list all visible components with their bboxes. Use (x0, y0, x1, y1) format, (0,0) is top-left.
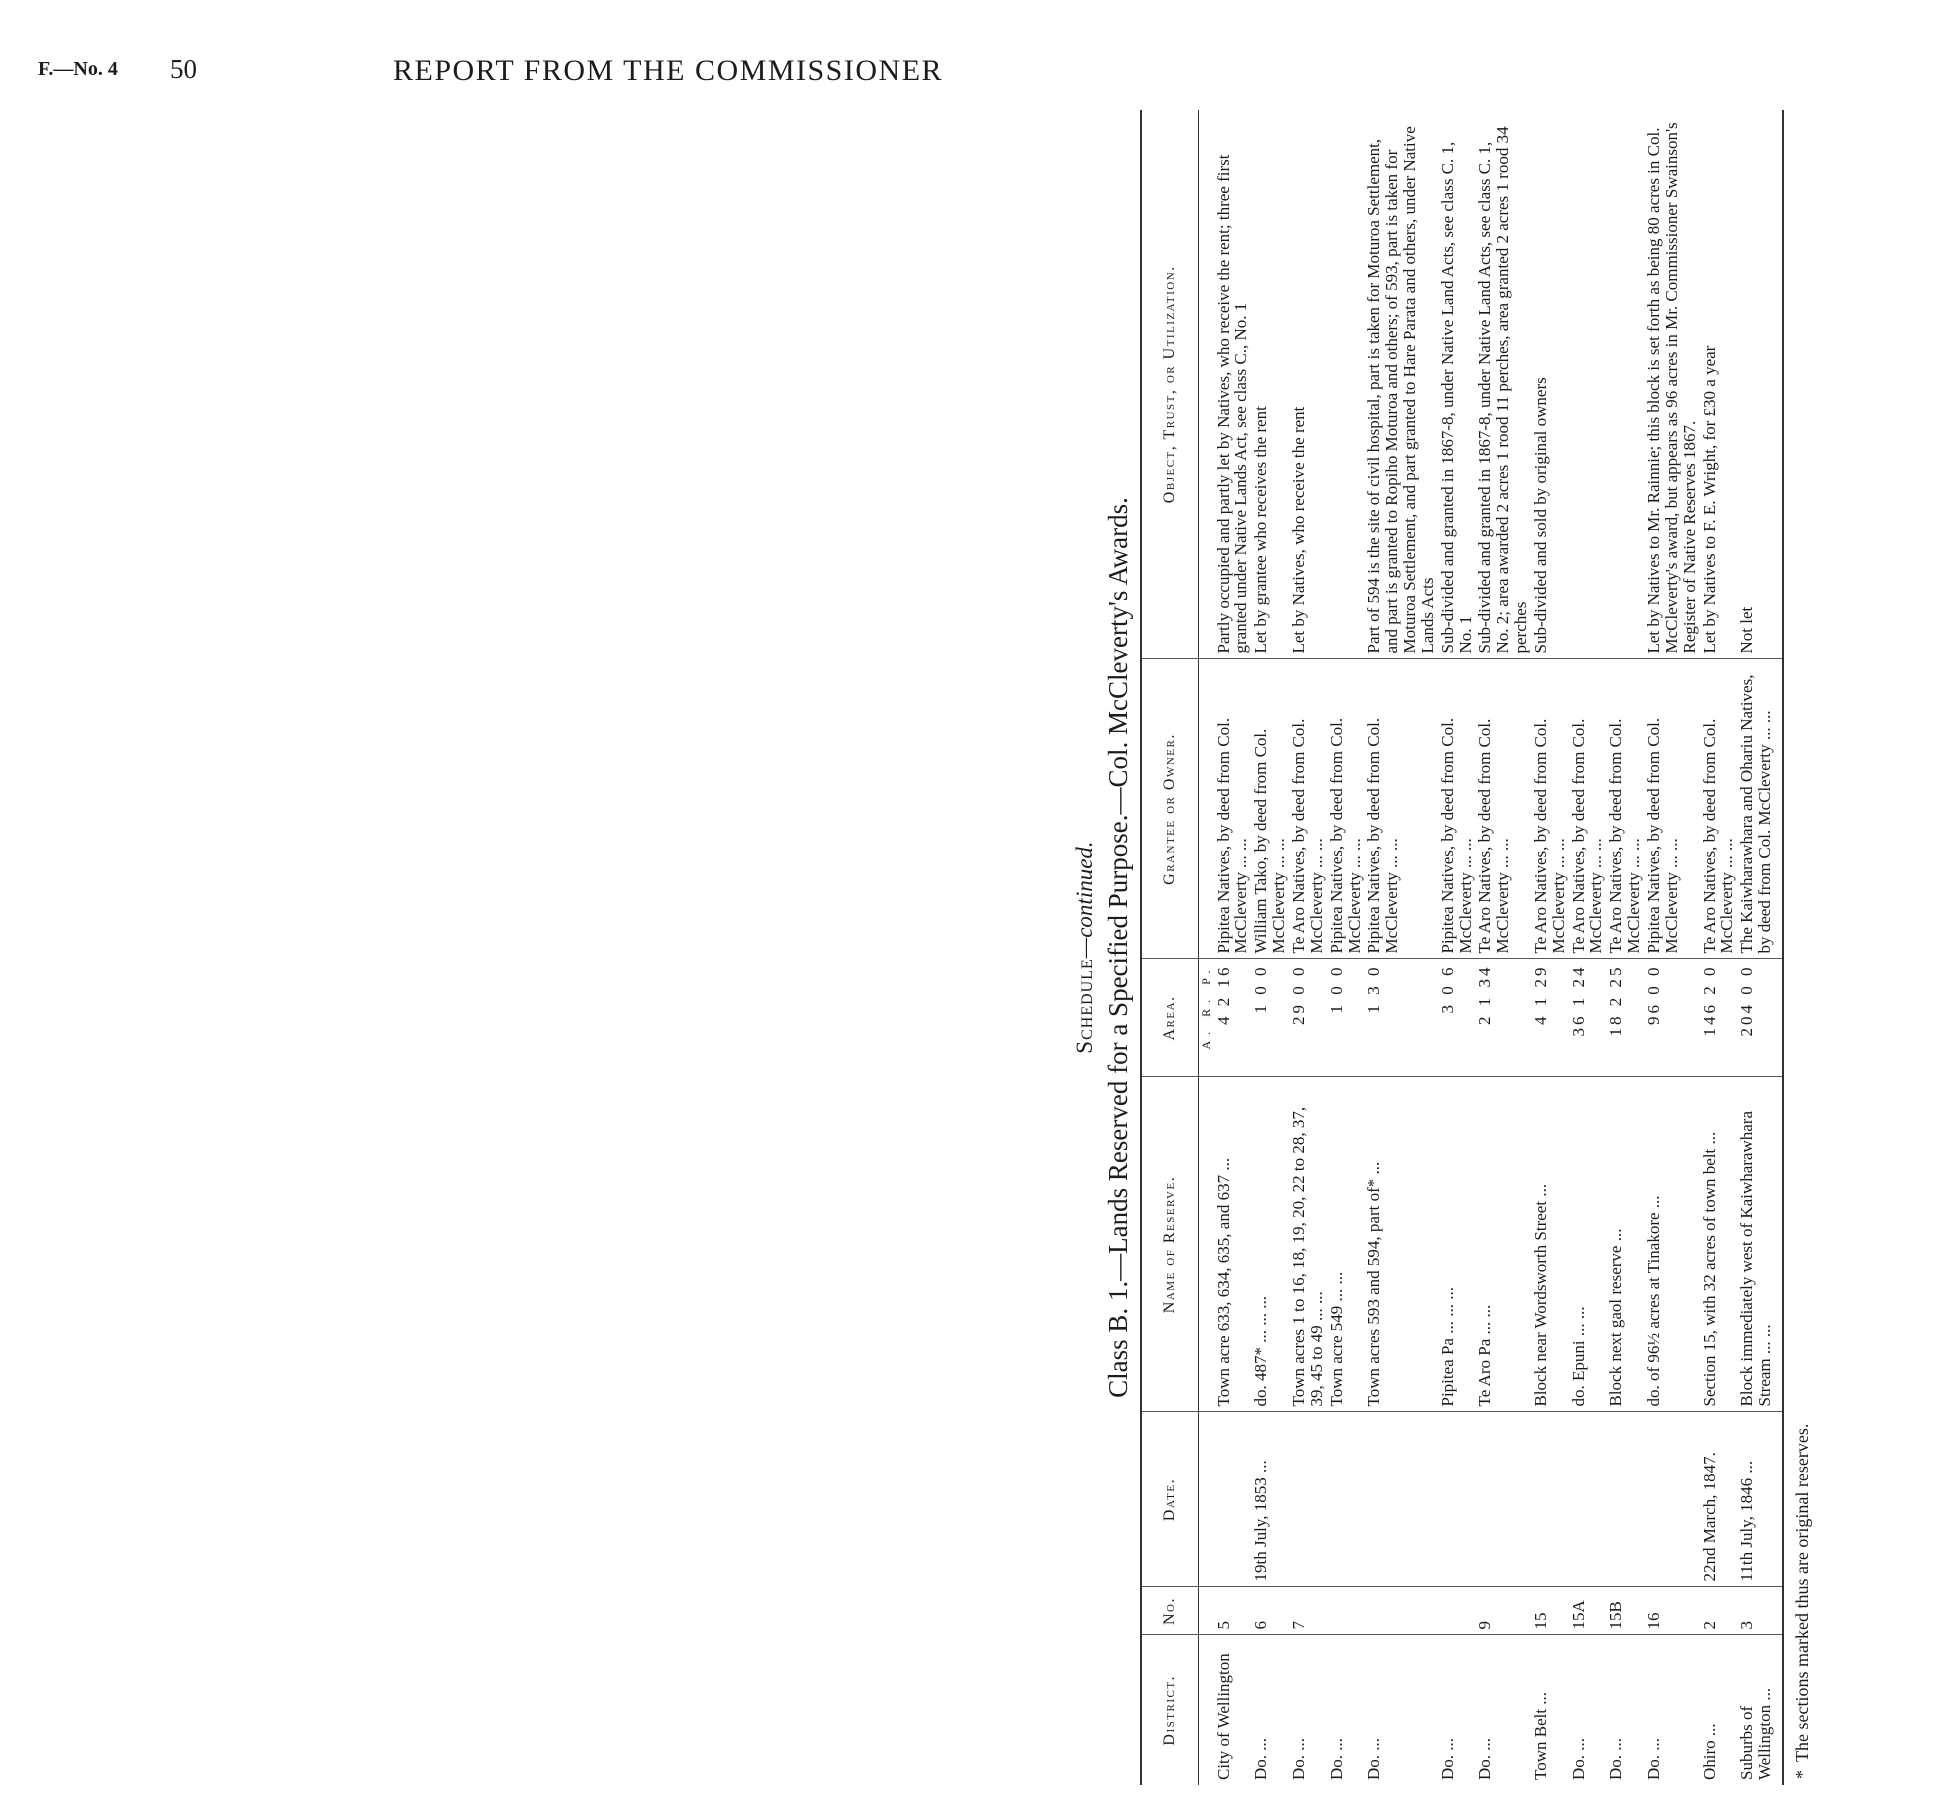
cell-district: Do. ... (1568, 1737, 1588, 1780)
schedule-heading (1070, 110, 1100, 1785)
page-header (0, 0, 1114, 100)
cell-district: Do. ... (1437, 1737, 1457, 1780)
cell-date (1606, 1412, 1644, 1587)
cell-date (1438, 1412, 1476, 1587)
cell-date: 11th July, 1846 ... (1737, 1412, 1783, 1587)
cell-grantee: Pipitea Natives, by deed from Col. McCleverty ... ... (1327, 659, 1365, 959)
table-row (1289, 110, 1327, 1785)
cell-name: Pipitea Pa ... ... ... (1438, 1077, 1476, 1412)
table-row (1327, 110, 1365, 1785)
cell-district: Do. ... (1606, 1737, 1626, 1780)
cell-area: 204 0 0 (1737, 959, 1783, 1077)
cell-date (1289, 1412, 1327, 1587)
cell-grantee: Te Aro Natives, by deed from Col. McCleverty ... ... (1531, 659, 1569, 959)
cell-date (1644, 1412, 1700, 1587)
continued-label: —continued. (1072, 841, 1097, 959)
cell-grantee: Te Aro Natives, by deed from Col. McCleverty ... ... (1289, 659, 1327, 959)
schedule-label: Schedule (1072, 958, 1097, 1054)
cell-district: City of Wellington (1213, 1653, 1233, 1780)
cell-grantee: The Kaiwharawhara and Ohariu Natives, by deed from Col. McCleverty ... ... (1737, 659, 1783, 959)
cell-area: 4 2 16 (1214, 959, 1252, 1077)
cell-area: 146 2 0 (1700, 959, 1738, 1077)
cell-no: 15A (1569, 1587, 1607, 1635)
cell-name: Town acres 1 to 16, 18, 19, 20, 22 to 28, 37, 39, 45 to 49 ... ... (1289, 1077, 1327, 1412)
cell-date (1364, 1412, 1437, 1587)
cell-grantee: Pipitea Natives, by deed from Col. McCleverty ... ... (1438, 659, 1476, 959)
cell-no: 5 (1214, 1587, 1252, 1635)
cell-area: 1 0 0 (1251, 959, 1289, 1077)
cell-area: 36 1 24 (1569, 959, 1607, 1077)
area-units-row (1199, 110, 1214, 1785)
page-title: REPORT FROM THE COMMISSIONER (393, 54, 944, 87)
header-district: District. (1141, 1635, 1199, 1785)
cell-object (1327, 110, 1365, 659)
cell-object: Let by Natives to F. E. Wright, for £30 a year (1700, 110, 1738, 659)
cell-grantee: Te Aro Natives, by deed from Col. McCleverty ... ... (1569, 659, 1607, 959)
document-reference: F.—No. 4 (38, 58, 118, 80)
cell-object: Sub-divided and sold by original owners (1531, 110, 1569, 659)
cell-name: Block immediately west of Kaiwharawhara Stream ... ... (1737, 1077, 1783, 1412)
header-name: Name of Reserve. (1141, 1077, 1199, 1412)
page-number: 50 (170, 54, 197, 84)
cell-district: Ohiro ... (1699, 1723, 1719, 1780)
cell-no: 15B (1606, 1587, 1644, 1635)
cell-date (1531, 1412, 1569, 1587)
cell-district: Do. ... (1326, 1737, 1346, 1780)
cell-grantee: Te Aro Natives, by deed from Col. McCleverty ... ... (1606, 659, 1644, 959)
cell-no: 9 (1475, 1587, 1531, 1635)
table-row (1251, 110, 1289, 1785)
table-row (1737, 110, 1783, 1785)
cell-area: 1 0 0 (1327, 959, 1365, 1077)
cell-object: Let by Natives to Mr. Rainnie; this block is set forth as being 80 acres in Col. McCleverty's award, but appears as 96 acres in Mr. Commissioner Swainson's Register of Native Reserves 1867. (1644, 110, 1700, 659)
table-caption (1070, 110, 1140, 1785)
table-row (1700, 110, 1738, 1785)
cell-area: 1 3 0 (1364, 959, 1437, 1077)
cell-date (1569, 1412, 1607, 1587)
cell-area: 18 2 25 (1606, 959, 1644, 1077)
cell-name: Town acres 593 and 594, part of* ... (1364, 1077, 1437, 1412)
footnote-mark: * (1791, 1770, 1812, 1779)
table-row (1644, 110, 1700, 1785)
table-row (1569, 110, 1607, 1785)
cell-grantee: Te Aro Natives, by deed from Col. McCleverty ... ... (1475, 659, 1531, 959)
cell-no: 2 (1700, 1587, 1738, 1635)
table-row (1606, 110, 1644, 1785)
cell-no: 16 (1644, 1587, 1700, 1635)
cell-area: 29 0 0 (1289, 959, 1327, 1077)
cell-object (1569, 110, 1607, 659)
cell-name: Town acre 549 ... ... (1327, 1077, 1365, 1412)
cell-area: 96 0 0 (1644, 959, 1700, 1077)
cell-name: Town acre 633, 634, 635, and 637 ... (1214, 1077, 1252, 1412)
cell-area: 2 1 34 (1475, 959, 1531, 1077)
header-no: No. (1141, 1587, 1199, 1635)
cell-object: Sub-divided and granted in 1867-8, under Native Land Acts, see class C. 1, No. 1 (1438, 110, 1476, 659)
header-area: Area. (1141, 959, 1199, 1077)
cell-object: Partly occupied and partly let by Natives, who receive the rent; three first granted under Native Lands Act, see class C., No. 1 (1214, 110, 1252, 659)
cell-name: Te Aro Pa ... ... (1475, 1077, 1531, 1412)
cell-district: Suburbs of Wellington ... (1737, 1635, 1783, 1785)
cell-date (1475, 1412, 1531, 1587)
cell-grantee: Pipitea Natives, by deed from Col. McCleverty ... ... (1644, 659, 1700, 959)
cell-name: do. Epuni ... ... (1569, 1077, 1607, 1412)
cell-grantee: William Tako, by deed from Col. McCleverty ... ... (1251, 659, 1289, 959)
schedule-table-region (1070, 110, 1950, 1785)
header-grantee: Grantee or Owner. (1141, 659, 1199, 959)
cell-name: do. of 96½ acres at Tinakore ... (1644, 1077, 1700, 1412)
cell-object: Let by Natives, who receive the rent (1289, 110, 1327, 659)
cell-date (1214, 1412, 1252, 1587)
header-date: Date. (1141, 1412, 1199, 1587)
table-row (1364, 110, 1437, 1785)
cell-area: 3 0 6 (1438, 959, 1476, 1077)
cell-district: Do. ... (1475, 1737, 1495, 1780)
table-row (1531, 110, 1569, 1785)
reserves-table (1140, 110, 1784, 1785)
table-row (1438, 110, 1476, 1785)
table-header-row (1141, 110, 1199, 1785)
cell-district: Do. ... (1251, 1737, 1271, 1780)
cell-name: Section 15, with 32 acres of town belt ... (1700, 1077, 1738, 1412)
cell-date: 22nd March, 1847. (1700, 1412, 1738, 1587)
cell-no (1438, 1587, 1476, 1635)
cell-district: Do. ... (1288, 1737, 1308, 1780)
footnote (1792, 110, 1813, 1785)
cell-object: Part of 594 is the site of civil hospital, part is taken for Moturoa Settlement, and part is granted to Ropiho Moturoa and others; of 593, part is taken for Moturoa Settlement, and part granted to Hare Parata and others, under Native Lands Acts (1364, 110, 1437, 659)
cell-no: 7 (1289, 1587, 1327, 1635)
area-units: A. R. P. (1199, 959, 1214, 1077)
cell-district: Town Belt ... (1530, 1691, 1550, 1780)
cell-no (1327, 1587, 1365, 1635)
cell-date (1327, 1412, 1365, 1587)
cell-area: 4 1 29 (1531, 959, 1569, 1077)
cell-date: 19th July, 1853 ... (1251, 1412, 1289, 1587)
cell-grantee: Te Aro Natives, by deed from Col. McCleverty ... ... (1700, 659, 1738, 959)
cell-no: 3 (1737, 1587, 1783, 1635)
cell-name: do. 487* ... ... ... (1251, 1077, 1289, 1412)
cell-object: Not let (1737, 110, 1783, 659)
cell-name: Block near Wordsworth Street ... (1531, 1077, 1569, 1412)
table-row (1475, 110, 1531, 1785)
table-row (1214, 110, 1252, 1785)
cell-no: 6 (1251, 1587, 1289, 1635)
cell-name: Block next gaol reserve ... (1606, 1077, 1644, 1412)
header-object: Object, Trust, or Utilization. (1141, 110, 1199, 659)
cell-district: Do. ... (1364, 1737, 1384, 1780)
cell-object: Sub-divided and granted in 1867-8, under Native Land Acts, see class C. 1, No. 2; area awarded 2 acres 1 rood 11 perches, area granted 2 acres 1 rood 34 perches (1475, 110, 1531, 659)
cell-grantee: Pipitea Natives, by deed from Col. McCleverty ... ... (1214, 659, 1252, 959)
table-body (1199, 110, 1783, 1785)
cell-district: Do. ... (1644, 1737, 1663, 1780)
cell-object (1606, 110, 1644, 659)
footnote-text: The sections marked thus are original reserves. (1791, 1423, 1812, 1762)
class-heading: Class B. 1.—Lands Reserved for a Specified Purpose.—Col. McCleverty's Awards. (1103, 497, 1133, 1398)
cell-grantee: Pipitea Natives, by deed from Col. McCleverty ... ... (1364, 659, 1437, 959)
cell-no: 15 (1531, 1587, 1569, 1635)
cell-no (1364, 1587, 1437, 1635)
cell-object: Let by grantee who receives the rent (1251, 110, 1289, 659)
